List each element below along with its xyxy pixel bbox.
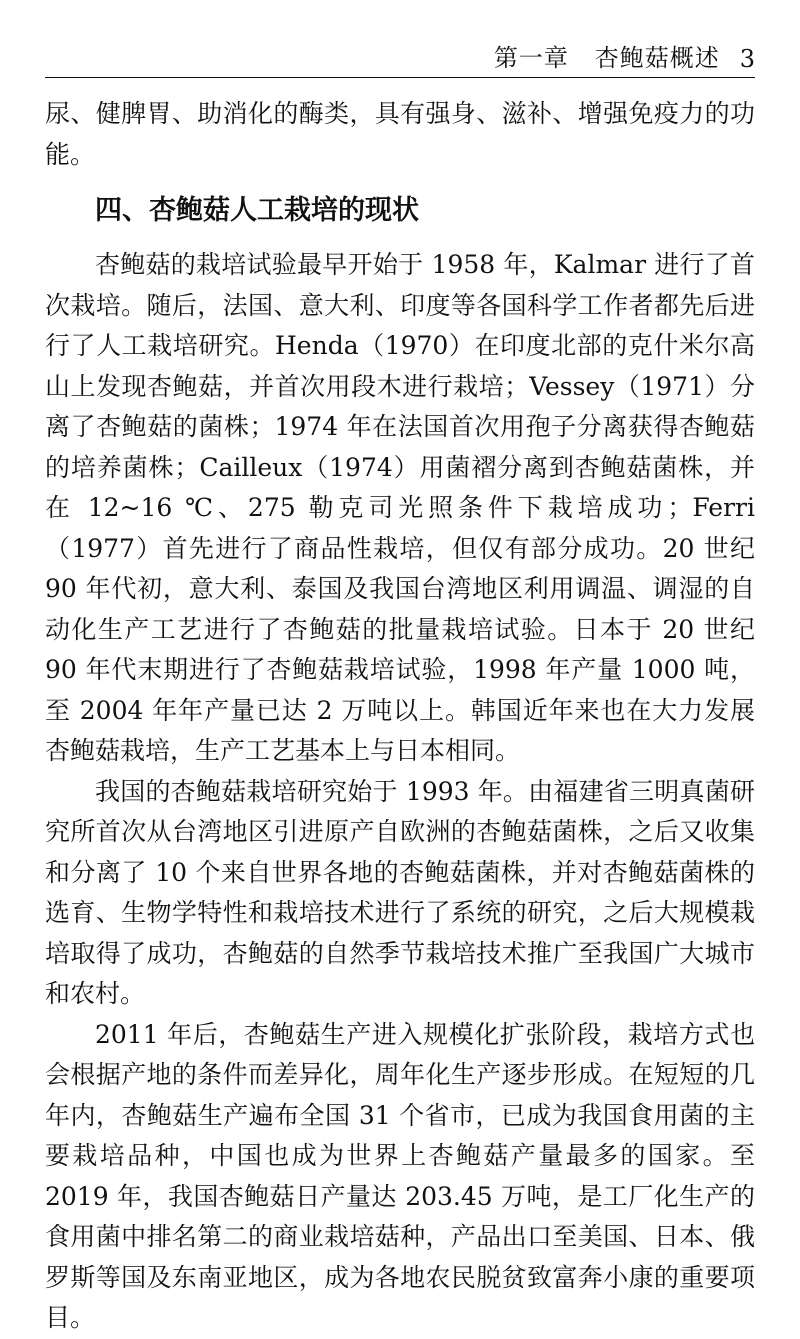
continued-paragraph: 尿、健脾胃、助消化的酶类，具有强身、滋补、增强免疫力的功能。 bbox=[45, 99, 755, 169]
page-number: 3 bbox=[739, 45, 755, 73]
paragraph-1: 杏鲍菇的栽培试验最早开始于 1958 年，Kalmar 进行了首次栽培。随后，法国、意大利、印度等各国科学工作者都先后进行了人工栽培研究。Henda（1970）在印度北部的克什米尔高山上发现杏鲍菇，并首次用段木进行栽培；Vessey（1971）分离了杏鲍菇的菌株；1974 年在法国首次用孢子分离获得杏鲍菇的培养菌株；Cailleux（1974）用菌褶分离到杏鲍菇菌株，并在 12~16 ℃、275 勒克司光照条件下栽培成功；Ferri（1977）首先进行了商品性栽培，但仅有部分成功。20 世纪 90 年代初，意大利、泰国及我国台湾地区利用调温、调湿的自动化生产工艺进行了杏鲍菇的批量栽培试验。日本于 20 世纪 90 年代末期进行了杏鲍菇栽培试验，1998 年产量 1000 吨，至 2004 年年产量已达 2 万吨以上。韩国近年来也在大力发展杏鲍菇栽培，生产工艺基本上与日本相同。 bbox=[45, 250, 755, 765]
running-header bbox=[45, 40, 755, 78]
page-body bbox=[45, 94, 755, 1339]
section-heading: 四、杏鲍菇人工栽培的现状 bbox=[95, 195, 419, 226]
paragraph-3: 2011 年后，杏鲍菇生产进入规模化扩张阶段，栽培方式也会根据产地的条件而差异化，周年化生产逐步形成。在短短的几年内，杏鲍菇生产遍布全国 31 个省市，已成为我国食用菌的主要栽培品种，中国也成为世界上杏鲍菇产量最多的国家。至 2019 年，我国杏鲍菇日产量达 203.45 万吨，是工厂化生产的食用菌中排名第二的商业栽培菇种，产品出口至美国、日本、俄罗斯等国及东南亚地区，成为各地农民脱贫致富奔小康的重要项目。 bbox=[45, 1019, 755, 1332]
paragraph-2: 我国的杏鲍菇栽培研究始于 1993 年。由福建省三明真菌研究所首次从台湾地区引进原产自欧洲的杏鲍菇菌株，之后又收集和分离了 10 个来自世界各地的杏鲍菇菌株，并对杏鲍菇菌株的选育、生物学特性和栽培技术进行了系统的研究，之后大规模栽培取得了成功，杏鲍菇的自然季节栽培技术推广至我国广大城市和农村。 bbox=[45, 776, 755, 1008]
chapter-title: 第一章 杏鲍菇概述 bbox=[493, 44, 720, 72]
